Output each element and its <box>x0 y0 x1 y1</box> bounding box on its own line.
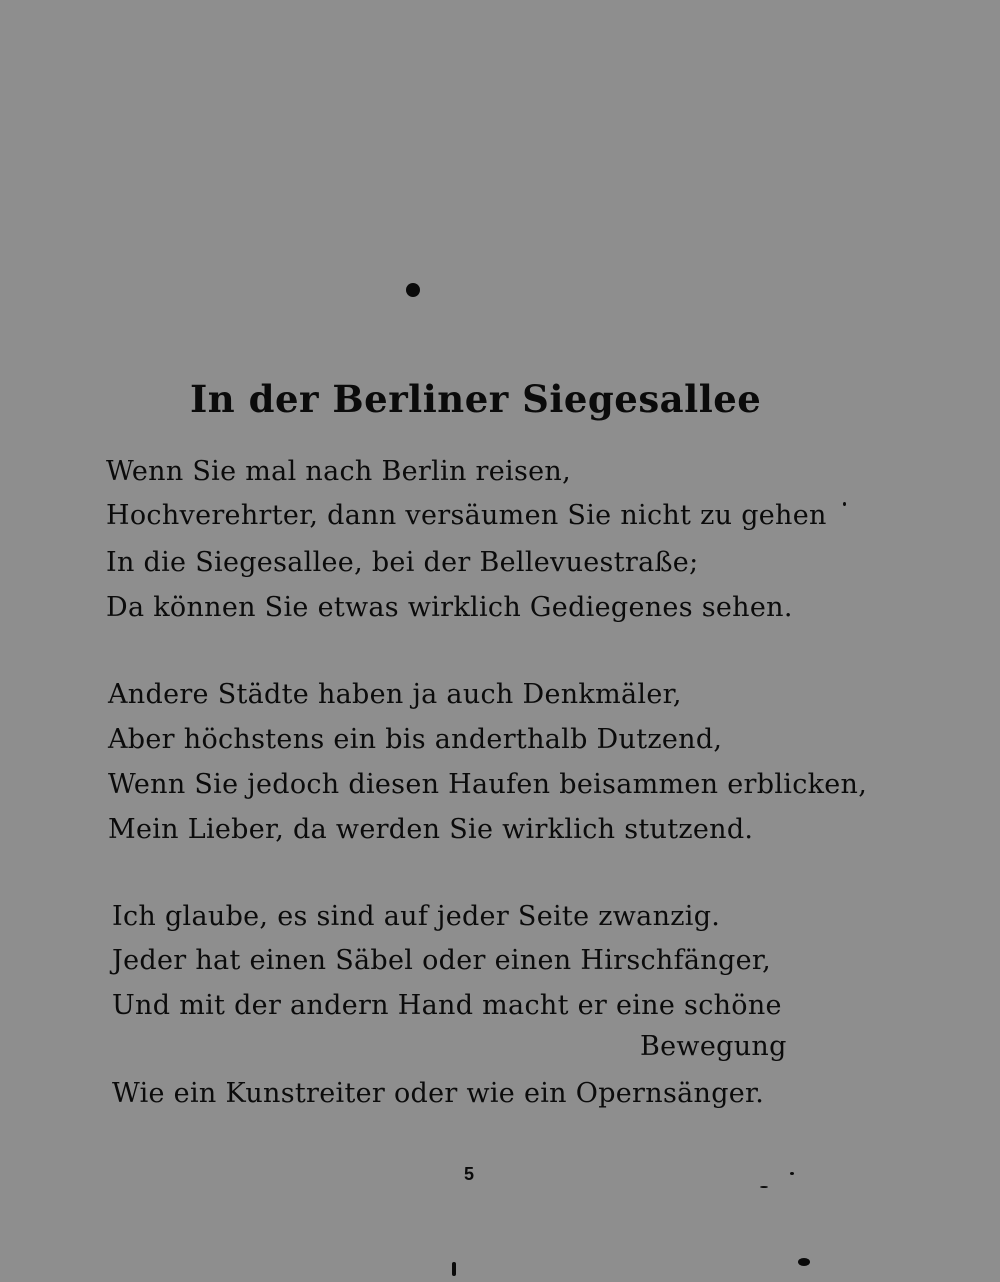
poem-title: In der Berliner Siegesallee <box>190 377 762 421</box>
scan-speck <box>790 1172 794 1175</box>
ornament-dot <box>406 283 420 297</box>
scan-speck <box>452 1262 456 1276</box>
poem-line: Ich glaube, es sind auf jeder Seite zwanzig. <box>112 901 721 932</box>
poem-line: Andere Städte haben ja auch Denkmäler, <box>108 679 682 710</box>
poem-line: Hochverehrter, dann versäumen Sie nicht zu gehen <box>106 500 827 531</box>
poem-line: In die Siegesallee, bei der Bellevuestraße; <box>106 547 699 578</box>
scan-speck <box>760 1186 768 1188</box>
page-number: 5 <box>464 1164 475 1184</box>
poem-line: Wie ein Kunstreiter oder wie ein Opernsänger. <box>112 1078 765 1109</box>
scan-speck <box>843 502 846 506</box>
poem-line: Jeder hat einen Säbel oder einen Hirschfänger, <box>112 945 771 976</box>
poem-line: Mein Lieber, da werden Sie wirklich stutzend. <box>108 814 754 845</box>
poem-line: Aber höchstens ein bis anderthalb Dutzend, <box>108 724 723 755</box>
poem-line: Da können Sie etwas wirklich Gediegenes sehen. <box>106 592 793 623</box>
scan-speck <box>798 1258 810 1266</box>
poem-line: Wenn Sie mal nach Berlin reisen, <box>106 456 571 487</box>
poem-line: Wenn Sie jedoch diesen Haufen beisammen erblicken, <box>108 769 868 800</box>
poem-line: Und mit der andern Hand macht er eine schöne <box>112 990 782 1021</box>
poem-line-continuation: Bewegung <box>640 1031 787 1062</box>
